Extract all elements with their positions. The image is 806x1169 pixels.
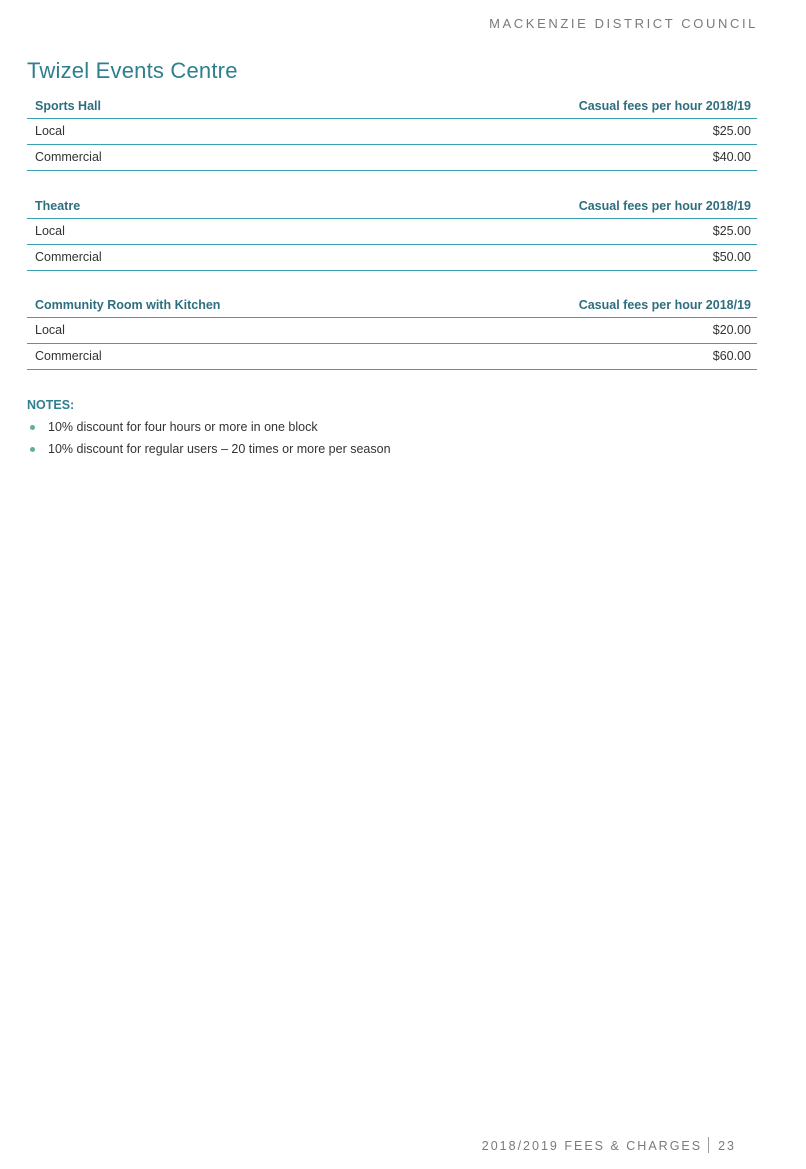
footer-text: 2018/2019 FEES & CHARGES: [481, 1139, 703, 1153]
list-item: [27, 438, 391, 460]
table-row: [27, 245, 757, 271]
table-row: [27, 145, 757, 171]
community-room-table: [27, 293, 757, 370]
council-name: MACKENZIE DISTRICT COUNCIL: [489, 16, 758, 31]
table-row: [27, 219, 757, 245]
row-label: Commercial: [35, 150, 102, 164]
table-row: [27, 344, 757, 370]
sports-hall-table: [27, 94, 757, 171]
row-value: $40.00: [712, 150, 751, 164]
table-header: [27, 94, 757, 119]
table-name: Community Room with Kitchen: [35, 298, 221, 312]
column-header: Casual fees per hour 2018/19: [578, 199, 751, 213]
page-footer: [482, 1137, 736, 1153]
column-header: Casual fees per hour 2018/19: [578, 99, 751, 113]
table-name: Theatre: [35, 199, 81, 213]
bullet-icon: [30, 447, 35, 452]
column-header: Casual fees per hour 2018/19: [578, 298, 751, 312]
row-value: $50.00: [712, 250, 751, 264]
table-header: [27, 194, 757, 219]
notes-section: [27, 398, 391, 460]
table-row: [27, 318, 757, 344]
list-item: [27, 416, 391, 438]
footer-divider: [708, 1137, 709, 1153]
table-row: [27, 119, 757, 145]
bullet-icon: [30, 425, 35, 430]
page-title: Twizel Events Centre: [27, 58, 238, 83]
note-text: 10% discount for regular users – 20 times or more per season: [48, 442, 391, 456]
row-value: $25.00: [712, 224, 751, 238]
row-label: Commercial: [35, 250, 102, 264]
note-text: 10% discount for four hours or more in one block: [48, 420, 318, 434]
row-label: Local: [35, 323, 65, 337]
row-value: $25.00: [712, 124, 751, 138]
row-value: $20.00: [712, 323, 751, 337]
page-number: 23: [718, 1139, 736, 1153]
theatre-table: [27, 194, 757, 271]
row-label: Local: [35, 224, 65, 238]
row-label: Commercial: [35, 349, 102, 363]
table-name: Sports Hall: [35, 99, 101, 113]
row-label: Local: [35, 124, 65, 138]
table-header: [27, 293, 757, 318]
row-value: $60.00: [712, 349, 751, 363]
notes-title: NOTES:: [27, 398, 75, 412]
